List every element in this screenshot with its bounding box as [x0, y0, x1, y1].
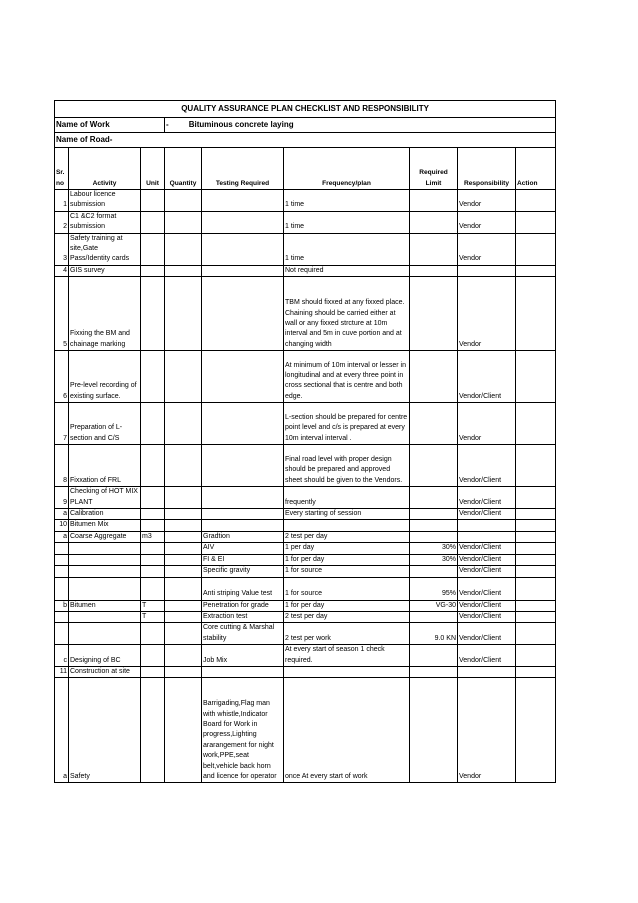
cell-responsibility: Vendor/Client — [458, 611, 516, 622]
cell-sr — [55, 543, 69, 554]
cell-responsibility — [458, 666, 516, 677]
cell-action — [516, 577, 556, 600]
cell-unit: T — [141, 611, 165, 622]
cell-sr: 4 — [55, 265, 69, 276]
cell-testing: Barrigading,Flag man with whistle,Indicator Board for Work in progress,Lighting ararangement for night work,PPE,seat belt,vehicle back horn and licence for operator — [202, 678, 284, 783]
header-responsibility: Responsibility — [458, 148, 516, 190]
cell-sr: b — [55, 600, 69, 611]
cell-action — [516, 265, 556, 276]
table-row — [55, 265, 556, 276]
name-of-work-dash: - — [166, 119, 169, 129]
table-row — [55, 678, 556, 783]
cell-responsibility: Vendor/Client — [458, 351, 516, 403]
cell-sr: 2 — [55, 211, 69, 233]
cell-unit — [141, 445, 165, 487]
cell-activity: GIS survey — [69, 265, 141, 276]
cell-frequency: frequently — [284, 487, 410, 509]
cell-unit — [141, 487, 165, 509]
cell-testing: Job Mix — [202, 645, 284, 667]
cell-quantity — [165, 233, 202, 265]
cell-testing — [202, 277, 284, 351]
cell-frequency: 1 time — [284, 233, 410, 265]
cell-sr: 6 — [55, 351, 69, 403]
header-action: Action — [516, 148, 556, 190]
table-row — [55, 403, 556, 445]
table-row — [55, 520, 556, 531]
table-row — [55, 611, 556, 622]
header-limit-line2: Limit — [425, 179, 442, 187]
cell-unit — [141, 277, 165, 351]
name-of-road-label: Name of Road- — [55, 133, 556, 148]
cell-sr: c — [55, 645, 69, 667]
cell-quantity — [165, 554, 202, 565]
cell-unit — [141, 233, 165, 265]
cell-limit — [410, 403, 458, 445]
cell-action — [516, 211, 556, 233]
cell-testing — [202, 211, 284, 233]
cell-responsibility: Vendor/Client — [458, 487, 516, 509]
cell-activity: Designing of BC — [69, 645, 141, 667]
cell-action — [516, 645, 556, 667]
header-frequency: Frequency/plan — [284, 148, 410, 190]
cell-responsibility — [458, 531, 516, 542]
cell-sr: 11 — [55, 666, 69, 677]
document-title: QUALITY ASSURANCE PLAN CHECKLIST AND RESPONSIBILITY — [55, 101, 556, 118]
cell-sr: 3 — [55, 233, 69, 265]
table-row — [55, 487, 556, 509]
cell-responsibility: Vendor/Client — [458, 554, 516, 565]
cell-activity — [69, 566, 141, 577]
cell-unit — [141, 190, 165, 212]
cell-sr: a — [55, 531, 69, 542]
cell-unit — [141, 403, 165, 445]
cell-testing — [202, 666, 284, 677]
cell-quantity — [165, 265, 202, 276]
cell-frequency: Not required — [284, 265, 410, 276]
cell-sr: 7 — [55, 403, 69, 445]
cell-sr — [55, 611, 69, 622]
cell-quantity — [165, 211, 202, 233]
cell-limit: 9.0 KN — [410, 623, 458, 645]
cell-responsibility: Vendor/Client — [458, 645, 516, 667]
cell-limit — [410, 351, 458, 403]
cell-quantity — [165, 190, 202, 212]
cell-quantity — [165, 577, 202, 600]
cell-limit — [410, 265, 458, 276]
cell-responsibility: Vendor/Client — [458, 445, 516, 487]
cell-activity — [69, 623, 141, 645]
cell-limit — [410, 645, 458, 667]
cell-limit: 95% — [410, 577, 458, 600]
cell-quantity — [165, 666, 202, 677]
cell-responsibility: Vendor/Client — [458, 566, 516, 577]
header-srno — [55, 148, 69, 190]
table-row — [55, 233, 556, 265]
cell-activity: Preparation of L-section and C/S — [69, 403, 141, 445]
cell-unit — [141, 577, 165, 600]
cell-quantity — [165, 623, 202, 645]
cell-frequency: Final road level with proper design should be prepared and approved sheet should be given to the Vendors. — [284, 445, 410, 487]
cell-responsibility — [458, 265, 516, 276]
cell-frequency: 1 time — [284, 211, 410, 233]
cell-quantity — [165, 678, 202, 783]
cell-limit — [410, 211, 458, 233]
cell-unit — [141, 265, 165, 276]
cell-limit — [410, 611, 458, 622]
cell-action — [516, 666, 556, 677]
cell-sr: a — [55, 678, 69, 783]
cell-testing: FI & EI — [202, 554, 284, 565]
cell-testing: Specific gravity — [202, 566, 284, 577]
cell-limit — [410, 487, 458, 509]
cell-activity: Labour licence submission — [69, 190, 141, 212]
cell-quantity — [165, 487, 202, 509]
table-row — [55, 531, 556, 542]
cell-limit: VG-30 — [410, 600, 458, 611]
qa-checklist-table — [54, 100, 556, 783]
cell-testing — [202, 403, 284, 445]
cell-responsibility: Vendor/Client — [458, 577, 516, 600]
table-row — [55, 445, 556, 487]
cell-unit — [141, 351, 165, 403]
table-row — [55, 509, 556, 520]
cell-activity: Fixxing the BM and chainage marking — [69, 277, 141, 351]
cell-unit — [141, 666, 165, 677]
header-limit — [410, 148, 458, 190]
cell-sr: 5 — [55, 277, 69, 351]
cell-action — [516, 678, 556, 783]
cell-sr — [55, 566, 69, 577]
table-row — [55, 577, 556, 600]
cell-testing — [202, 509, 284, 520]
name-of-work-label: Name of Work — [55, 118, 165, 133]
cell-frequency: 1 for source — [284, 566, 410, 577]
cell-action — [516, 554, 556, 565]
table-row — [55, 554, 556, 565]
cell-responsibility — [458, 520, 516, 531]
header-testing: Testing Required — [202, 148, 284, 190]
cell-action — [516, 277, 556, 351]
cell-activity: Safety — [69, 678, 141, 783]
cell-quantity — [165, 520, 202, 531]
cell-responsibility: Vendor/Client — [458, 600, 516, 611]
cell-quantity — [165, 600, 202, 611]
cell-frequency: At minimum of 10m interval or lesser in longitudinal and at every three point in cross sectional that is centre and both edge. — [284, 351, 410, 403]
cell-sr: 9 — [55, 487, 69, 509]
cell-sr: 1 — [55, 190, 69, 212]
cell-activity — [69, 554, 141, 565]
cell-frequency: Every starting of session — [284, 509, 410, 520]
table-row — [55, 543, 556, 554]
cell-action — [516, 566, 556, 577]
cell-limit — [410, 277, 458, 351]
cell-activity — [69, 577, 141, 600]
cell-frequency: 2 test per day — [284, 531, 410, 542]
cell-action — [516, 531, 556, 542]
cell-sr — [55, 577, 69, 600]
cell-activity: Bitumen — [69, 600, 141, 611]
cell-responsibility: Vendor — [458, 190, 516, 212]
table-row — [55, 566, 556, 577]
cell-responsibility: Vendor — [458, 211, 516, 233]
cell-testing: Anti striping Value test — [202, 577, 284, 600]
cell-limit — [410, 520, 458, 531]
cell-activity — [69, 611, 141, 622]
cell-responsibility: Vendor — [458, 678, 516, 783]
cell-action — [516, 445, 556, 487]
cell-frequency — [284, 520, 410, 531]
cell-unit — [141, 678, 165, 783]
table-row — [55, 190, 556, 212]
cell-action — [516, 190, 556, 212]
cell-activity: C1 &C2 format submission — [69, 211, 141, 233]
header-activity: Activity — [69, 148, 141, 190]
cell-quantity — [165, 543, 202, 554]
header-srno-line1: Sr. — [56, 169, 65, 177]
cell-quantity — [165, 531, 202, 542]
cell-unit — [141, 554, 165, 565]
cell-unit — [141, 509, 165, 520]
cell-action — [516, 351, 556, 403]
cell-testing — [202, 233, 284, 265]
name-of-work-text: Bituminous concrete laying — [188, 119, 294, 129]
cell-frequency: 1 for per day — [284, 554, 410, 565]
cell-activity: Fixxation of FRL — [69, 445, 141, 487]
cell-unit — [141, 566, 165, 577]
cell-limit — [410, 678, 458, 783]
cell-frequency: 1 time — [284, 190, 410, 212]
cell-testing — [202, 520, 284, 531]
table-row — [55, 351, 556, 403]
cell-testing: Penetration for grade — [202, 600, 284, 611]
cell-action — [516, 487, 556, 509]
cell-activity: Checking of HOT MIX PLANT — [69, 487, 141, 509]
cell-quantity — [165, 509, 202, 520]
cell-action — [516, 233, 556, 265]
table-row — [55, 600, 556, 611]
cell-frequency: TBM should fixxed at any fixxed place. Chaining should be carried either at wall or any fixxed strcture at 10m interval and 5m in cuve portion and at changing width — [284, 277, 410, 351]
cell-unit — [141, 520, 165, 531]
cell-action — [516, 600, 556, 611]
cell-limit: 30% — [410, 554, 458, 565]
cell-activity — [69, 543, 141, 554]
cell-testing — [202, 445, 284, 487]
cell-frequency: 2 test per work — [284, 623, 410, 645]
cell-frequency — [284, 666, 410, 677]
cell-frequency: 1 for source — [284, 577, 410, 600]
cell-responsibility: Vendor/Client — [458, 543, 516, 554]
header-limit-line1: Required — [419, 169, 448, 177]
cell-frequency: L-section should be prepared for centre point level and c/s is prepared at every 10m interval interval . — [284, 403, 410, 445]
header-quantity: Quantity — [165, 148, 202, 190]
cell-sr — [55, 623, 69, 645]
cell-limit — [410, 509, 458, 520]
cell-testing: AIV — [202, 543, 284, 554]
cell-responsibility: Vendor — [458, 403, 516, 445]
cell-unit: m3 — [141, 531, 165, 542]
cell-quantity — [165, 445, 202, 487]
cell-action — [516, 403, 556, 445]
name-of-work-value — [165, 118, 556, 133]
cell-sr: 10 — [55, 520, 69, 531]
cell-limit — [410, 566, 458, 577]
cell-quantity — [165, 351, 202, 403]
cell-activity: Safety training at site,Gate Pass/Identity cards — [69, 233, 141, 265]
cell-action — [516, 520, 556, 531]
cell-responsibility: Vendor/Client — [458, 623, 516, 645]
table-row — [55, 277, 556, 351]
cell-unit — [141, 623, 165, 645]
cell-frequency: 1 per day — [284, 543, 410, 554]
cell-activity: Construction at site — [69, 666, 141, 677]
cell-limit — [410, 190, 458, 212]
header-row — [55, 148, 556, 190]
cell-unit — [141, 543, 165, 554]
cell-activity: Bitumen Mix — [69, 520, 141, 531]
header-srno-line2: no — [56, 179, 65, 187]
cell-limit — [410, 666, 458, 677]
cell-unit — [141, 211, 165, 233]
cell-quantity — [165, 277, 202, 351]
cell-frequency: 1 for per day — [284, 600, 410, 611]
cell-responsibility: Vendor — [458, 233, 516, 265]
cell-frequency: 2 test per day — [284, 611, 410, 622]
cell-testing — [202, 190, 284, 212]
table-row — [55, 645, 556, 667]
cell-testing: Core cutting & Marshal stability — [202, 623, 284, 645]
cell-action — [516, 611, 556, 622]
table-row — [55, 211, 556, 233]
cell-testing — [202, 487, 284, 509]
table-row — [55, 623, 556, 645]
cell-action — [516, 623, 556, 645]
table-row — [55, 666, 556, 677]
cell-unit — [141, 645, 165, 667]
cell-frequency: once At every start of work — [284, 678, 410, 783]
cell-responsibility: Vendor — [458, 277, 516, 351]
cell-frequency: At every start of season 1 check required. — [284, 645, 410, 667]
cell-sr: 8 — [55, 445, 69, 487]
cell-quantity — [165, 566, 202, 577]
cell-quantity — [165, 403, 202, 445]
header-unit: Unit — [141, 148, 165, 190]
cell-quantity — [165, 611, 202, 622]
cell-sr: a — [55, 509, 69, 520]
cell-testing: Extraction test — [202, 611, 284, 622]
cell-testing: Gradtion — [202, 531, 284, 542]
cell-action — [516, 509, 556, 520]
cell-limit — [410, 531, 458, 542]
cell-activity: Pre-level recording of existing surface. — [69, 351, 141, 403]
cell-responsibility: Vendor/Client — [458, 509, 516, 520]
cell-limit — [410, 445, 458, 487]
cell-sr — [55, 554, 69, 565]
cell-activity: Coarse Aggregate — [69, 531, 141, 542]
cell-testing — [202, 351, 284, 403]
cell-limit: 30% — [410, 543, 458, 554]
cell-quantity — [165, 645, 202, 667]
cell-action — [516, 543, 556, 554]
cell-activity: Calibration — [69, 509, 141, 520]
cell-unit: T — [141, 600, 165, 611]
cell-testing — [202, 265, 284, 276]
cell-limit — [410, 233, 458, 265]
